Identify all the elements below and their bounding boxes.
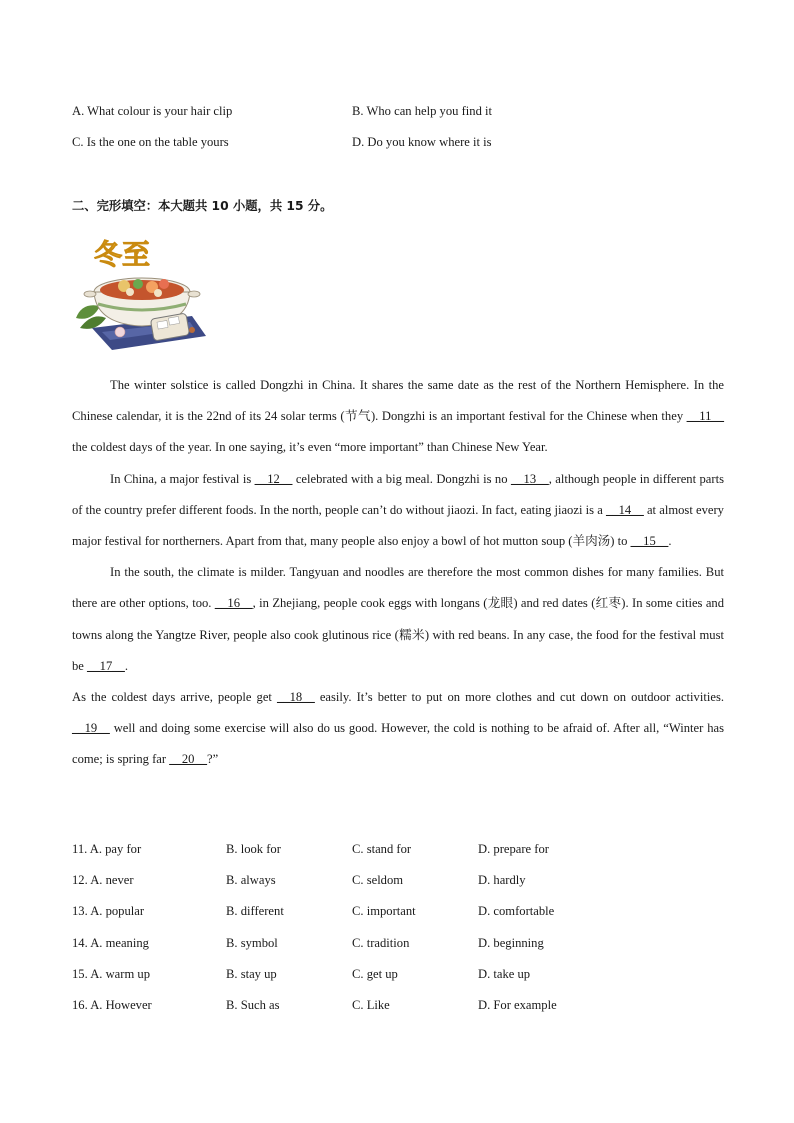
choice-11-b: B. look for	[226, 842, 281, 856]
option-c: C. Is the one on the table yours	[72, 135, 229, 149]
choice-12-d: D. hardly	[478, 873, 526, 888]
choice-11-d: D. prepare for	[478, 842, 549, 856]
previous-options-row-2	[72, 135, 724, 155]
choice-11-c: C. stand for	[352, 842, 412, 856]
option-b: B. Who can help you find it	[352, 104, 493, 118]
choice-15-c: C. get up	[352, 966, 398, 981]
choice-row-13	[72, 902, 724, 933]
choice-16-c: C. Like	[352, 997, 390, 1012]
blank-11: __11__	[686, 409, 724, 424]
blank-13: __13__	[510, 471, 549, 486]
choice-13-d: D. comfortable	[478, 904, 555, 919]
choice-14-a: 14. A. meaning	[72, 935, 149, 950]
choice-14-c: C. tradition	[352, 935, 410, 950]
blank-17: __17__	[87, 658, 125, 673]
choice-16-b: B. Such as	[226, 997, 280, 1012]
choice-15-b: B. stay up	[226, 966, 277, 981]
answer-choices	[72, 840, 724, 1027]
blank-14: __14__	[606, 502, 644, 517]
paragraph-2: In China, a major festival is __12__ celebrated with a big meal. Dongzhi is no __13__, although people in different parts of the country prefer different foods. In the north, people can’t do without jiaozi. In fact, eating jiaozi is a __14__ at almost every major festival for northerners. Apart from that, many people also enjoy a bowl of hot mutton soup (羊肉汤) to __15__.	[72, 471, 724, 549]
blank-20: __20__	[169, 752, 208, 767]
blank-18: __18__	[277, 690, 315, 705]
choice-12-a: 12. A. never	[72, 873, 134, 888]
choice-15-a: 15. A. warm up	[72, 966, 151, 981]
choice-11-a: 11. A. pay for	[72, 842, 142, 856]
choice-row-15	[72, 965, 724, 996]
dongzhi-illustration	[72, 232, 212, 350]
option-d: D. Do you know where it is	[352, 135, 492, 149]
blank-19: __19__	[72, 721, 110, 736]
choice-16-d: D. For example	[478, 997, 557, 1012]
paragraph-4: As the coldest days arrive, people get __18__ easily. It’s better to put on more clothes and cut down on outdoor activities. __19__ well and doing some exercise will also do us good. However, the cold is nothing to be afraid of. After all, “Winter has come; is spring far __20__?”	[72, 690, 724, 767]
choice-row-14	[72, 934, 724, 965]
choice-row-12	[72, 871, 724, 902]
paragraph-1: The winter solstice is called Dongzhi in China. It shares the same date as the rest of the Northern Hemisphere. In the Chinese calendar, it is the 22nd of its 24 solar terms (节气). Dongzhi is an important festival for the Chinese when they __11__ the coldest days of the year. In one saying, it’s even “more important” than Chinese New Year.	[72, 378, 724, 455]
hotpot-icon	[72, 232, 212, 350]
section-title: 二、完形填空：本大题共 10 小题，共 15 分。	[72, 199, 333, 213]
cloze-passage	[72, 370, 724, 776]
choice-16-a: 16. A. However	[72, 997, 152, 1012]
paragraph-3: In the south, the climate is milder. Tangyuan and noodles are therefore the most common dishes for many families. But there are other options, too. __16__, in Zhejiang, people cook eggs with longans (龙眼) and red dates (红枣). In some cities and towns along the Yangtze River, people also cook glutinous rice (糯米) with red beans. In any case, the food for the festival must be __17__.	[72, 565, 725, 673]
blank-12: __12__	[254, 471, 293, 486]
choice-12-b: B. always	[226, 873, 276, 888]
choice-row-11	[72, 840, 724, 871]
blank-15: __15__	[630, 534, 669, 549]
option-a: A. What colour is your hair clip	[72, 104, 233, 118]
choice-14-b: B. symbol	[226, 935, 278, 950]
blank-16: __16__	[214, 596, 253, 611]
choice-13-c: C. important	[352, 904, 416, 919]
previous-options-row-1	[72, 104, 724, 124]
dongzhi-title-text: 冬至	[94, 238, 151, 271]
choice-13-b: B. different	[226, 904, 284, 919]
choice-13-a: 13. A. popular	[72, 904, 145, 919]
choice-12-c: C. seldom	[352, 873, 404, 888]
choice-14-d: D. beginning	[478, 935, 544, 950]
choice-15-d: D. take up	[478, 966, 531, 981]
choice-row-16	[72, 996, 724, 1027]
